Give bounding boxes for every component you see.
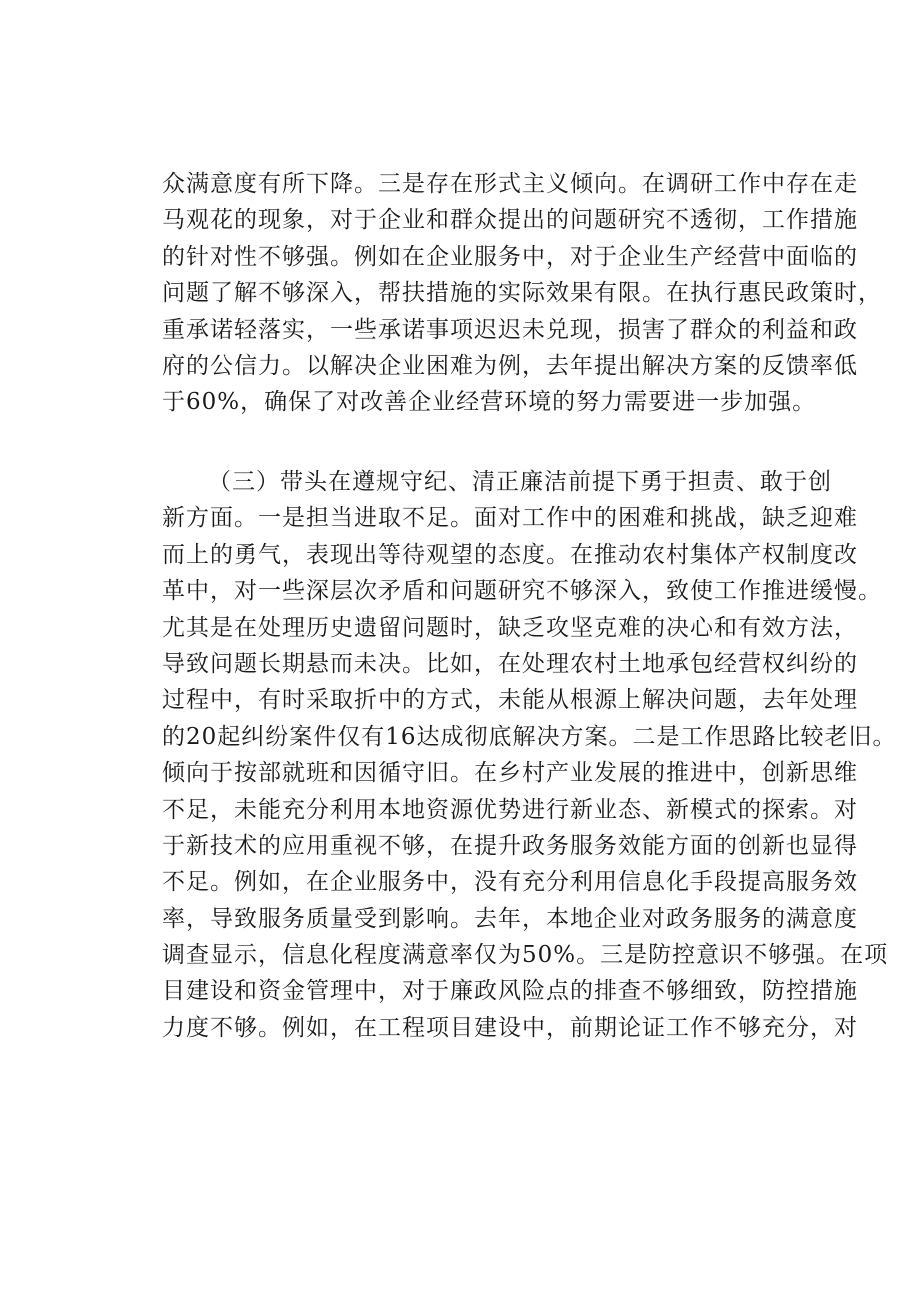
text-line: 尤其是在处理历史遗留问题时，缺乏攻坚克难的决心和有效方法， <box>162 614 858 641</box>
text-line: 的20起纠纷案件仅有16达成彻底解决方案。二是工作思路比较老旧。 <box>162 723 897 750</box>
text-line: 率，导致服务质量受到影响。去年，本地企业对政务服务的满意度 <box>162 905 858 932</box>
text-line: 于新技术的应用重视不够，在提升政务服务效能方面的创新也显得 <box>162 832 858 859</box>
paragraph-section-three <box>162 464 897 1046</box>
text-line: 目建设和资金管理中，对于廉政风险点的排查不够细致，防控措施 <box>162 978 858 1005</box>
text-line: 众满意度有所下降。三是存在形式主义倾向。在调研工作中存在走 <box>162 171 858 197</box>
text-line: 导致问题长期悬而未决。比如，在处理农村土地承包经营权纠纷的 <box>162 650 858 677</box>
text-line: 调查显示，信息化程度满意率仅为50%。三是防控意识不够强。在项 <box>162 942 889 969</box>
text-line: 于60%，确保了对改善企业经营环境的努力需要进一步加强。 <box>162 389 817 416</box>
text-line: 重承诺轻落实，一些承诺事项迟迟未兑现，损害了群众的利益和政 <box>162 316 858 343</box>
text-line: 不足，未能充分利用本地资源优势进行新业态、新模式的探索。对 <box>162 796 858 823</box>
text-line-first-indented: （三）带头在遵规守纪、清正廉洁前提下勇于担责、敢于创 <box>208 469 832 495</box>
text-line: 新方面。一是担当进取不足。面对工作中的困难和挑战，缺乏迎难 <box>162 505 858 532</box>
text-line: 的针对性不够强。例如在企业服务中，对于企业生产经营中面临的 <box>162 243 858 270</box>
text-line: 过程中，有时采取折中的方式，未能从根源上解决问题，去年处理 <box>162 687 858 714</box>
paragraph-continuation <box>162 166 882 421</box>
text-line: 马观花的现象，对于企业和群众提出的问题研究不透彻，工作措施 <box>162 207 858 234</box>
text-line: 力度不够。例如，在工程项目建设中，前期论证工作不够充分，对 <box>162 1014 858 1041</box>
text-line: 府的公信力。以解决企业困难为例，去年提出解决方案的反馈率低 <box>162 352 858 379</box>
text-line: 革中，对一些深层次矛盾和问题研究不够深入，致使工作推进缓慢。 <box>162 578 882 605</box>
text-line: 而上的勇气，表现出等待观望的态度。在推动农村集体产权制度改 <box>162 541 858 568</box>
text-line: 倾向于按部就班和因循守旧。在乡村产业发展的推进中，创新思维 <box>162 760 858 787</box>
text-line: 不足。例如，在企业服务中，没有充分利用信息化手段提高服务效 <box>162 869 858 896</box>
text-line: 问题了解不够深入，帮扶措施的实际效果有限。在执行惠民政策时， <box>162 280 882 307</box>
